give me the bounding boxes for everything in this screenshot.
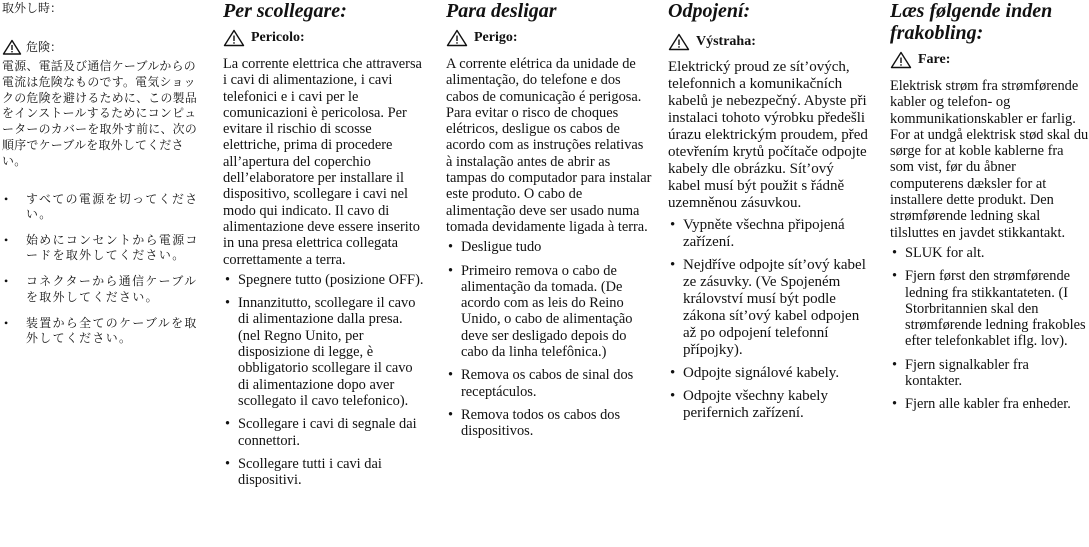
warning-label: Výstraha: bbox=[696, 34, 756, 49]
warning-label: Fare: bbox=[918, 52, 951, 67]
list-item: • Fjern alle kabler fra enheder. bbox=[890, 396, 1089, 412]
warning-triangle-icon bbox=[668, 33, 690, 51]
list-item: • Nejdříve odpojte sít’ový kabel ze zásuvky. (Ve Spojeném království musí být podle zákona sít’ový kabel odpojen až po odpojení telefonní přípojky). bbox=[668, 257, 868, 359]
step-list bbox=[890, 245, 1089, 413]
step-list bbox=[668, 217, 868, 422]
warning-body: 電源、電話及び通信ケーブルからの電流は危険なものです。電気ショックの危険を避けるために、この製品をインストールするためにコンピューターのカバーを取外す前に、次の順序でケーブルを取外してください。 bbox=[2, 59, 198, 168]
warning-label-row bbox=[668, 33, 868, 51]
list-item: • すべての電源を切ってください。 bbox=[2, 192, 205, 222]
column-portuguese bbox=[446, 0, 652, 547]
step-list bbox=[2, 192, 205, 347]
warning-label: 危険： bbox=[26, 40, 63, 54]
warning-label-row bbox=[223, 29, 427, 47]
warning-body: Elektrický proud ze sít’ových, telefonnich a komunikačních kabelů je nebezpečný. Abyste při instalaci tohoto výrobku předešli úrazu elektrickým proudem, před otevřením krytů počítače odpojte kabely dle obrázku. Sít’ový kabel musí být použit s řádně uzemněnou zásuvkou. bbox=[668, 59, 868, 211]
list-item: • Spegnere tutto (posizione OFF). bbox=[223, 272, 427, 288]
warning-label-row bbox=[2, 38, 205, 55]
warning-label-row bbox=[890, 51, 1089, 69]
step-list bbox=[223, 272, 427, 489]
warning-triangle-icon bbox=[890, 51, 912, 69]
list-item: • Scollegare tutti i cavi dai dispositivi. bbox=[223, 456, 427, 489]
warning-label: Perigo: bbox=[474, 30, 518, 45]
list-item: • 装置から全てのケーブルを取外してください。 bbox=[2, 316, 205, 346]
column-danish bbox=[890, 0, 1089, 547]
list-item: • Desligue tudo bbox=[446, 239, 652, 255]
list-item: • Remova os cabos de sinal dos receptáculos. bbox=[446, 367, 652, 400]
section-heading: Læs følgende inden frakobling: bbox=[890, 0, 1053, 44]
list-item: • Remova todos os cabos dos dispositivos. bbox=[446, 407, 652, 440]
list-item: • Primeiro remova o cabo de alimentação da tomada. (De acordo com as leis do Reino Unido, o cabo de alimentação deve ser desligado depois do cabo da linha telefônica.) bbox=[446, 263, 652, 361]
list-item: • Fjern signalkabler fra kontakter. bbox=[890, 357, 1089, 390]
list-item: • SLUK for alt. bbox=[890, 245, 1089, 261]
section-heading: Para desligar bbox=[446, 0, 557, 22]
section-heading: Odpojení: bbox=[668, 0, 751, 22]
column-japanese bbox=[2, 0, 205, 547]
warning-triangle-icon bbox=[446, 29, 468, 47]
warning-body: Elektrisk strøm fra strømførende kabler og telefon- og kommunikationskabler er farlig. For at undgå elektrisk stød skal du sørge for at koble kablerne fra som vist, før du åbner computerens dæksler for at installere dette produkt. Den strømførende ledning skal tilsluttes en javdet stikkantakt. bbox=[890, 78, 1089, 241]
warning-triangle-icon bbox=[223, 29, 245, 47]
section-heading: Per scollegare: bbox=[223, 0, 347, 22]
list-item: • Odpojte signálové kabely. bbox=[668, 365, 868, 382]
list-item: • 始めにコンセントから電源コードを取外してください。 bbox=[2, 233, 205, 263]
list-item: • Fjern først den strømførende ledning fra stikkantateten. (I Storbritannien skal den strømførende ledning frakobles efter telefonkablet iflg. lov). bbox=[890, 268, 1089, 349]
warning-label: Pericolo: bbox=[251, 30, 305, 45]
step-list bbox=[446, 239, 652, 439]
list-item: • Vypněte všechna připojená zařízení. bbox=[668, 217, 868, 251]
warning-triangle-icon bbox=[2, 39, 22, 55]
list-item: • Odpojte všechny kabely perifernich zařízení. bbox=[668, 388, 868, 422]
warning-label-row bbox=[446, 29, 652, 47]
warning-body: La corrente elettrica che attraversa i cavi di alimentazione, i cavi telefonici e i cavi per le comunicazioni è pericolosa. Per evitare il rischio di scosse elettriche, prima di procedere all’apertura del coperchio dell’elaboratore per installare il dispositivo, scollegare i cavi nel modo qui indicato. Il cavo di alimentazione deve essere inserito in una presa elettrica collegata correttamente a terra. bbox=[223, 56, 422, 268]
warning-body: A corrente elétrica da unidade de alimentação, do telefone e dos cabos de comunicação é perigosa. Para evitar o risco de choques elétricos, desligue os cabos de acordo com as instruções relativas à instalação antes de abrir as tampas do computador para instalar este produto. O cabo de alimentação deve ser usado numa tomada devidamente ligada à terra. bbox=[446, 56, 652, 235]
column-czech bbox=[668, 0, 868, 547]
column-italian bbox=[223, 0, 427, 547]
list-item: • Innanzitutto, scollegare il cavo di alimentazione dalla presa. (nel Regno Unito, per disposizione di legge, è obbligatorio scollegare il cavo di alimentazione dopo aver scollegato il cavo telefonico). bbox=[223, 295, 427, 409]
list-item: • Scollegare i cavi di segnale dai connettori. bbox=[223, 416, 427, 449]
section-heading: 取外し時： bbox=[2, 1, 63, 15]
list-item: • コネクターから通信ケーブルを取外してください。 bbox=[2, 274, 205, 304]
